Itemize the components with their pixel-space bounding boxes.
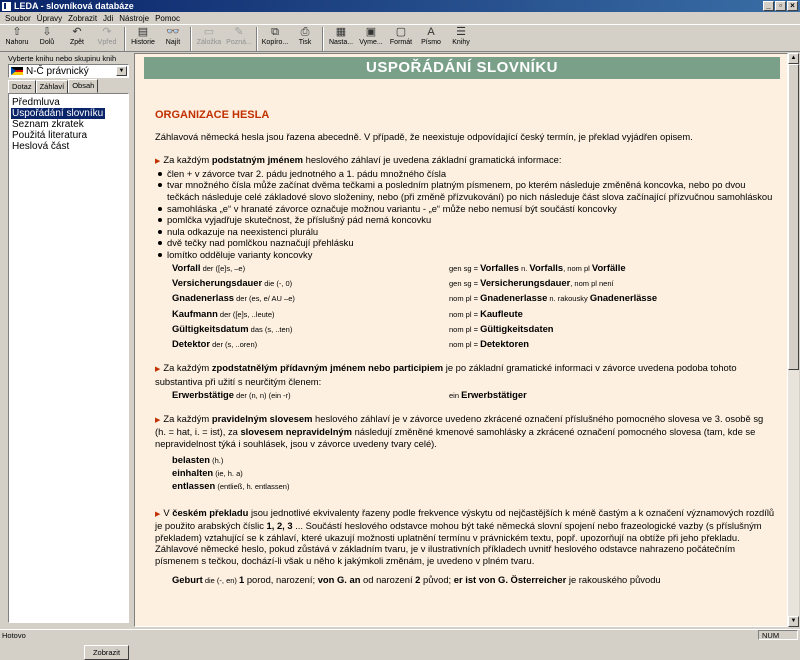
verb-examples [155,454,775,493]
bookmark-button[interactable] [194,25,224,52]
list-item: dvě tečky nad pomlčkou naznačují přehlásku [157,237,775,249]
arrow-down-icon: ⇩ [42,26,52,38]
grammar: die (-, 0) [262,279,293,289]
text: jsou jednotlivé ekvivalenty řazeny podle frekvence výskytu od nejčastějších k méně častým a k označení významových rozdílů je použito arabských číslic [155,506,775,532]
example-row [155,322,775,337]
headword: Detektor [172,338,211,350]
content-pane [134,53,788,627]
font-button[interactable] [416,25,446,52]
headword: Geburt [172,573,203,585]
bold-term: podstatným jménem [211,154,304,166]
title-bar [0,0,800,12]
headword: einhalten [172,466,214,478]
headword: belasten [172,453,211,465]
tab-contents[interactable]: Obsah [68,79,98,93]
menu-help[interactable]: Pomoc [155,13,180,23]
sidebar-item-foreword[interactable]: Předmluva [12,97,60,108]
form-label: n. rakousky [547,294,590,304]
bold-term: slovesem nepravidelným [240,426,352,438]
find-label: Najít [165,39,181,46]
toolbar-separator [322,27,324,51]
form: Kaufleute [480,307,523,319]
redo-icon: ↷ [102,26,112,38]
headword: entlassen [172,479,216,491]
format-label: Formát [389,39,413,46]
note-label: Pozná... [226,39,252,46]
text: heslového záhlaví je v závorce uvedeno zkrácené označení příslušného pomocného slovesa ve 3. osobě sg (h. = hat, i. = ist), za [155,412,764,438]
scroll-down-icon[interactable]: ▼ [788,616,799,627]
form: Gnadenerlasse [480,292,548,304]
form: Vorfalles [480,261,519,273]
bold-term: českém překladu [172,506,249,518]
clear-button[interactable] [356,25,386,52]
num-lock-indicator: NUM [758,630,798,640]
toolbar-separator [124,27,126,51]
menu-go[interactable]: Jdi [103,13,114,23]
headword: Kaufmann [172,307,218,319]
form-label: , nom pl není [570,279,614,289]
clear-icon: ▣ [365,26,377,38]
form-label: n. [518,263,530,273]
form-label: nom pl = [449,294,481,304]
sense-number: 1 [239,573,245,585]
grammar: (entließ, h. entlassen) [215,481,290,491]
phrase: von G. an [317,573,361,585]
toolbar-separator [256,27,258,51]
example-row [155,454,775,467]
form-label: nom pl = [449,309,481,319]
restore-button[interactable]: ▫ [775,1,786,11]
form-label: nom pl = [449,340,481,350]
bookmark-icon: ▭ [203,26,215,38]
page-title: USPOŘÁDÁNÍ SLOVNÍKU [144,57,780,79]
example-row [155,276,775,291]
print-icon: ⎙ [300,26,310,38]
book-select-label: Vyberte knihu nebo skupinu knih [8,54,117,63]
undo-icon: ↶ [72,26,82,38]
list-item: pomlčka vyjadřuje skutečnost, že příslušný pád nemá koncovku [157,214,775,226]
grammar: die (-, en) [202,575,239,585]
note-button[interactable] [224,25,254,52]
form-label: nom pl = [449,325,481,335]
print-label: Tisk [298,39,312,46]
grammar: der (n, n) (ein -r) [234,390,291,400]
settings-button[interactable] [326,25,356,52]
bold-term: zpodstatnělým přídavným jménem nebo participiem [211,362,444,374]
grammar: (ie, h. a) [213,468,243,478]
verb-intro [155,413,775,450]
sidebar-tabs [8,80,98,94]
form: Versicherungsdauer [480,277,571,289]
menu-bar [0,12,800,24]
phrase: er ist von G. Österreicher [453,573,567,585]
history-button[interactable] [128,25,158,52]
font-label: Písmo [421,39,441,46]
text: heslového záhlaví je uvedena základní gramatická informace: [303,154,562,166]
text: porod, narození; [244,573,318,585]
scroll-up-icon[interactable]: ▲ [788,53,799,64]
bookmark-label: Záložka [196,39,222,46]
noun-intro [155,154,775,168]
form: Vorfalls [529,261,564,273]
menu-file[interactable]: Soubor [5,13,31,23]
copy-button[interactable] [260,25,290,52]
adj-intro [155,362,775,387]
toolbar [0,24,800,52]
down-button[interactable] [32,25,62,52]
document [155,110,775,588]
bold-term: 1, 2, 3 [266,520,293,532]
copy-icon: ⧉ [271,26,279,38]
arrow-up-icon: ⇧ [12,26,22,38]
form-label: gen sg = [449,263,481,273]
print-button[interactable] [290,25,320,52]
headword: Versicherungsdauer [172,277,263,289]
vertical-scrollbar[interactable] [788,53,799,627]
menu-edit[interactable]: Úpravy [36,13,63,23]
triangle-bullet-icon: ▶ [155,510,161,518]
minimize-button[interactable]: _ [763,1,774,11]
format-icon: ▢ [395,26,407,38]
form: Gnadenerlässe [589,292,658,304]
find-icon: 👓 [166,26,180,38]
list-item: člen + v závorce tvar 2. pádu jednotného a 1. pádu množného čísla [157,168,775,180]
flag-icon [11,67,23,75]
chevron-down-icon[interactable]: ▼ [116,66,127,76]
text: původ; [420,573,454,585]
menu-view[interactable]: Zobrazit [68,13,98,23]
triangle-bullet-icon: ▶ [155,366,161,374]
tab-query[interactable]: Dotaz [8,80,36,94]
back-label: Zpět [69,39,84,46]
font-icon: A [427,26,435,38]
sidebar-item-dictionary-layout[interactable]: Uspořádání slovníku [12,108,104,119]
up-label: Nahoru [5,39,29,46]
scroll-thumb[interactable] [788,64,799,370]
noun-examples [155,261,775,353]
text: je rakouského původu [566,573,661,585]
note-icon: ✎ [234,26,244,38]
example-row [155,306,775,321]
czech-intro [155,507,775,567]
text: V [163,506,173,518]
forward-button[interactable] [92,25,122,52]
headword: Gültigkeitsdatum [172,323,249,335]
sidebar-item-abbreviations[interactable]: Seznam zkratek [12,119,84,130]
example-row [155,261,775,276]
form: Erwerbstätiger [461,388,527,400]
find-button[interactable] [158,25,188,52]
text: následují změněné kmenové samohlásky a zkrácené označení pomocného slovesa (tam, kde se nepravidelnost týká i souhlásek, jsou v závorce uvedeny tvary celé). [155,426,756,449]
list-item: nula odkazuje na neexistenci plurálu [157,226,775,238]
sense-number: 2 [415,573,421,585]
settings-icon: ▦ [335,26,347,38]
up-button[interactable] [2,25,32,52]
example-row [155,388,775,403]
list-item: tvar množného čísla může začínat dvěma tečkami a posledním platným písmenem, po kterém následuje změněná koncovka, nebo po dvou tečkách následuje celé základové slovo složeniny, nebo (při změně přízvukování) po nich následuje část slova začínající přízvučnou samohláskou [157,179,775,202]
headword: Gnadenerlass [172,292,235,304]
book-select[interactable] [8,64,129,78]
headword: Erwerbstätige [172,388,234,400]
form: Vorfälle [591,261,626,273]
grammar: der (s, ..oren) [210,340,258,350]
app-icon [2,2,11,11]
example-row [155,337,775,352]
history-label: Historie [131,39,155,46]
example-row [155,573,775,588]
grammar: der ([e]s, –e) [200,263,246,273]
form-label: , nom pl [563,263,592,273]
show-button[interactable]: Zobrazit [84,645,129,660]
books-label: Knihy [452,39,470,46]
settings-label: Nasta... [328,39,354,46]
text: ... Součástí heslového odstavce mohou být také německá slovní spojení nebo frazeologické vazby (s příslušným překladem) vztahující se k záhlaví, které ukazují možnosti uplatnění termínu v právnickém textu, popř. upozorňují na obtíže při jeho překladu. Záhlavové německé heslo, pokud zůstává v základním tvaru, je v ilustrativních příkladech uvnitř heslového odstavce nahrazeno počátečním písmenem s tečkou, dochází-li však u něho k jakýmkoli změnám, je uvedeno v plném tvaru. [155,520,762,566]
books-button[interactable] [446,25,476,52]
format-button[interactable] [386,25,416,52]
text: Za každým [163,412,212,424]
form-label: gen sg = [449,279,481,289]
text: je po základní gramatické informaci v závorce uvedena podoba tohoto substantiva při užití s neurčitým členem: [155,362,737,387]
toolbar-separator [190,27,192,51]
sidebar-item-entries[interactable]: Heslová část [12,141,70,152]
triangle-bullet-icon: ▶ [155,416,161,424]
down-label: Dolů [39,39,55,46]
bold-term: pravidelným slovesem [211,412,313,424]
list-item: lomítko odděluje varianty koncovky [157,249,775,261]
history-icon: ▤ [137,26,149,38]
example-row [155,467,775,480]
noun-bullets [157,168,775,261]
list-item: samohláska „e“ v hranaté závorce označuje možnou variantu - „e“ může nebo nemusí být součástí koncovky [157,203,775,215]
text: od narození [360,573,416,585]
sidebar-item-literature[interactable]: Použitá literatura [12,130,88,141]
form-label: ein [449,390,462,400]
example-row [155,480,775,493]
example-row [155,291,775,306]
selected-book: N-Č právnický [26,65,89,77]
status-text: Hotovo [2,631,26,640]
grammar: (h.) [210,455,224,465]
books-icon: ☰ [456,26,466,38]
forward-label: Vpřed [97,39,117,46]
section-heading: ORGANIZACE HESLA [155,109,270,121]
form: Gültigkeitsdaten [480,323,554,335]
triangle-bullet-icon: ▶ [155,158,161,166]
window-title: LEDA - slovníková databáze [14,1,134,11]
grammar: das (s, ..ten) [248,325,293,335]
tab-headers[interactable]: Záhlaví [36,80,69,94]
grammar: der (es, e/ AU –e) [234,294,295,304]
copy-label: Kopíro... [261,39,289,46]
headword: Vorfall [172,261,201,273]
grammar: der ([e]s, ..leute) [217,309,275,319]
menu-tools[interactable]: Nástroje [119,13,150,23]
intro-paragraph: Záhlavová německá hesla jsou řazena abecedně. V případě, že neexistuje odpovídající český termín, je překlad vyjádřen opisem. [155,130,693,142]
close-button[interactable]: × [787,1,798,11]
form: Detektoren [480,338,530,350]
text: Za každým [163,154,212,166]
status-bar [0,629,800,640]
back-button[interactable] [62,25,92,52]
clear-label: Vyme... [359,39,383,46]
text: Za každým [163,362,212,374]
